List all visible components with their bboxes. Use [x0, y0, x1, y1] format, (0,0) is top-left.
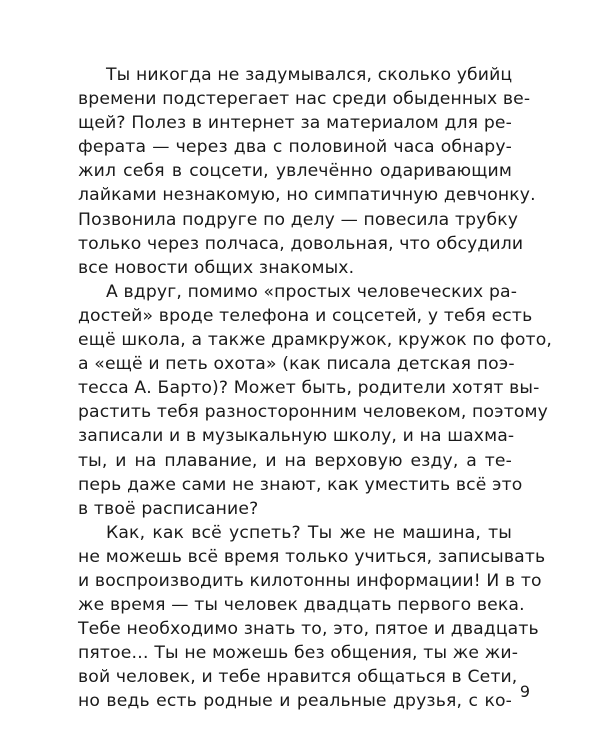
text-line: записали и в музыкальную школу, и на шахма- [78, 426, 515, 447]
text-line: Как, как всё успеть? Ты же не машина, ты [106, 522, 512, 543]
text-line: только через полчаса, довольная, что обсудили [78, 233, 524, 254]
text-line: щей? Полез в интернет за материалом для ре- [78, 113, 512, 134]
paragraph-3 [78, 521, 546, 714]
text-line: вой человек, и тебе нравится общаться в Сети, [78, 667, 518, 688]
text-line: и воспроизводить килотонны информации! И в то [78, 570, 542, 591]
text-line: лайками незнакомую, но симпатичную девчонку. [78, 185, 536, 206]
text-line: а «ещё и петь охота» (как писала детская поэ- [78, 354, 515, 375]
text-line: же время — ты человек двадцать первого века. [78, 595, 525, 616]
text-line: Ты никогда не задумывался, сколько убийц [106, 65, 513, 85]
text-line: перь даже сами не знают, как уместить всё это [78, 474, 523, 495]
text-line: ещё школа, а также драмкружок, кружок по фото, [78, 330, 553, 351]
text-line: А вдруг, помимо «простых человеческих ра- [106, 281, 518, 302]
text-line: Тебе необходимо знать то, это, пятое и двадцать [78, 619, 539, 640]
text-line: достей» вроде телефона и соцсетей, у тебя есть [78, 305, 533, 326]
paragraph-1 [78, 63, 536, 280]
text-line: ты, и на плавание, и на верховую езду, а те- [78, 450, 512, 471]
text-line: времени подстерегает нас среди обыденных ве- [78, 89, 531, 110]
paragraph-2 [78, 280, 553, 521]
text-line: растить тебя разносторонним человеком, поэтому [78, 402, 548, 423]
text-line: пятое… Ты не можешь без общения, ты же жи- [78, 643, 519, 664]
text-line: ферата — через два с половиной часа обнару- [78, 137, 512, 158]
text-line: но ведь есть родные и реальные друзья, с ко- [78, 691, 512, 712]
body-text [78, 63, 553, 714]
text-line: Позвонила подруге по делу — повесила трубку [78, 209, 519, 230]
text-line: тесса А. Барто)? Может быть, родители хотят вы- [78, 378, 540, 399]
text-line: все новости общих знакомых. [78, 257, 355, 278]
page-number: 9 [519, 682, 530, 701]
text-line: не можешь всё время только учиться, записывать [78, 546, 546, 567]
text-line: жил себя в соцсети, увлечённо одаривающим [78, 161, 512, 182]
text-line: в твоё расписание? [78, 498, 259, 519]
